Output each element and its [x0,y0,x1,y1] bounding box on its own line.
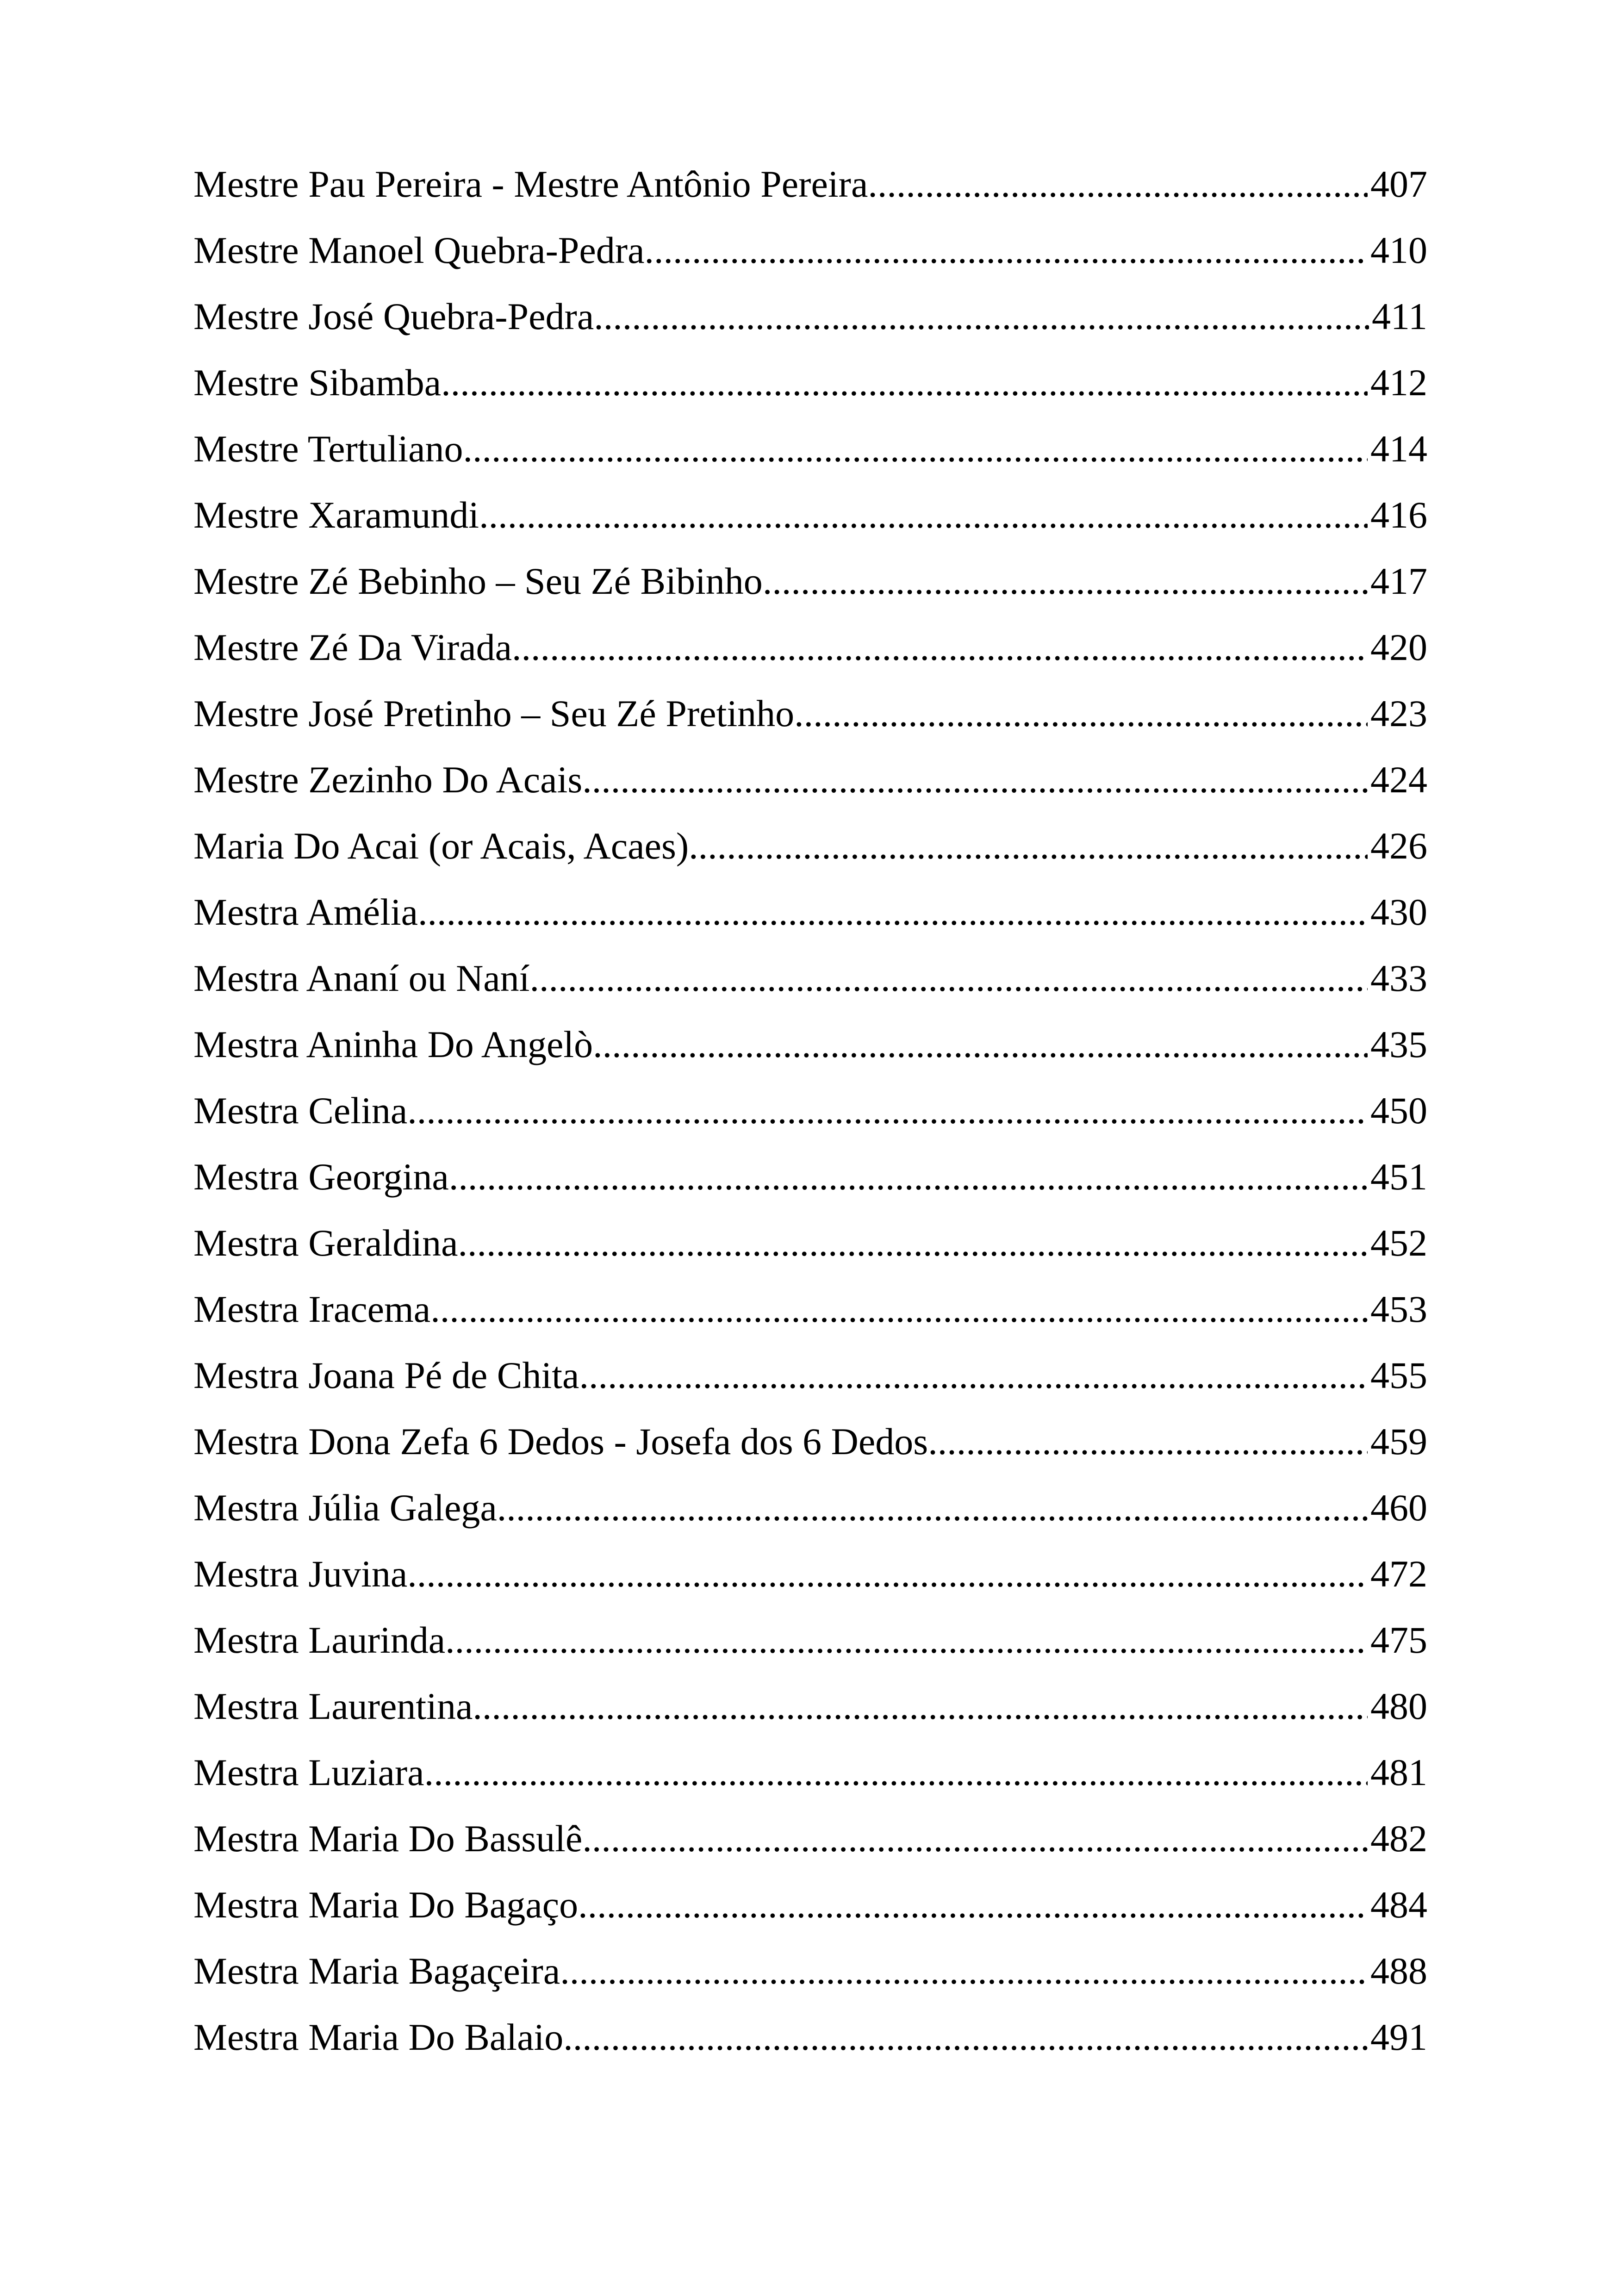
toc-entry-page-number: 455 [1370,1354,1427,1396]
toc-entry-page-number: 475 [1370,1619,1427,1661]
toc-entry-page-number: 491 [1370,2016,1427,2058]
toc-entry [193,1144,1427,1210]
toc-entry [193,1011,1427,1077]
toc-dot-leader [582,747,1368,813]
toc-entry-page-number: 414 [1370,428,1427,470]
toc-entry [193,813,1427,879]
toc-entry-title: Mestra Juvina [193,1553,408,1595]
toc-dot-leader [418,879,1368,945]
toc-entry-title: Mestra Dona Zefa 6 Dedos - Josefa dos 6 Dedos [193,1420,928,1462]
toc-dot-leader [473,1673,1368,1739]
toc-dot-leader [512,614,1368,680]
toc-entry-page-number: 452 [1370,1222,1427,1264]
toc-entry [193,1408,1427,1475]
toc-entry [193,217,1427,283]
toc-entry-page-number: 420 [1370,626,1427,668]
toc-entry-title: Mestra Georgina [193,1156,449,1198]
toc-entry-page-number: 433 [1370,957,1427,999]
toc-dot-leader [794,680,1368,747]
toc-entry-title: Mestra Celina [193,1089,408,1132]
toc-entry [193,151,1427,217]
toc-entry [193,416,1427,482]
toc-dot-leader [582,1805,1368,1872]
toc-entry [193,1739,1427,1805]
toc-dot-leader [441,349,1368,416]
toc-entry-title: Mestra Geraldina [193,1222,458,1264]
toc-entry-page-number: 416 [1370,494,1427,536]
toc-entry [193,349,1427,416]
toc-entry-page-number: 435 [1370,1023,1427,1065]
toc-entry [193,1077,1427,1144]
toc-entry-page-number: 417 [1370,560,1427,602]
toc-dot-leader [424,1739,1368,1805]
toc-dot-leader [928,1408,1368,1475]
toc-entry-title: Mestra Maria Do Bagaço [193,1884,579,1926]
toc-entry [193,1938,1427,2004]
toc-entry [193,747,1427,813]
toc-entry-title: Mestre Zezinho Do Acais [193,759,583,801]
toc-entry [193,1607,1427,1673]
toc-entry-title: Mestra Laurinda [193,1619,446,1661]
toc-dot-leader [563,2004,1368,2070]
toc-entry [193,1210,1427,1276]
toc-dot-leader [497,1475,1368,1541]
toc-entry [193,614,1427,680]
toc-entry-title: Mestra Maria Bagaçeira [193,1950,560,1992]
toc-dot-leader [689,813,1368,879]
toc-entry-title: Mestre Zé Da Virada [193,626,512,668]
toc-entry-page-number: 481 [1370,1751,1427,1793]
toc-entry-title: Mestra Luziara [193,1751,424,1793]
toc-entry-page-number: 450 [1370,1089,1427,1132]
toc-entry-page-number: 410 [1370,229,1427,271]
toc-entry-title: Mestre José Pretinho – Seu Zé Pretinho [193,692,795,734]
toc-entry-page-number: 430 [1370,891,1427,933]
toc-entry-page-number: 453 [1370,1288,1427,1330]
toc-dot-leader [407,1541,1368,1607]
toc-entry-page-number: 472 [1370,1553,1427,1595]
toc-dot-leader [593,1011,1368,1077]
toc-entry-page-number: 488 [1370,1950,1427,1992]
toc-entry-page-number: 460 [1370,1487,1427,1529]
toc-entry-title: Mestra Joana Pé de Chita [193,1354,579,1396]
toc-entry-page-number: 426 [1370,825,1427,867]
toc-entry-title: Mestre Manoel Quebra-Pedra [193,229,645,271]
toc-dot-leader [579,1342,1368,1408]
toc-entry-page-number: 459 [1370,1420,1427,1462]
toc-entry-page-number: 482 [1370,1817,1427,1860]
toc-dot-leader [560,1938,1368,2004]
toc-entry [193,1342,1427,1408]
toc-dot-leader [430,1276,1368,1342]
toc-entry [193,1276,1427,1342]
table-of-contents [193,151,1427,2070]
toc-entry-title: Mestra Júlia Galega [193,1487,497,1529]
toc-entry-title: Mestra Ananí ou Naní [193,957,530,999]
toc-dot-leader [645,217,1368,283]
toc-entry-page-number: 480 [1370,1685,1427,1727]
toc-entry [193,1805,1427,1872]
toc-entry-title: Mestra Amélia [193,891,418,933]
toc-entry-title: Mestra Iracema [193,1288,431,1330]
toc-dot-leader [479,482,1368,548]
toc-entry [193,945,1427,1011]
toc-dot-leader [445,1607,1368,1673]
toc-entry-title: Mestre Sibamba [193,361,442,404]
toc-entry [193,1872,1427,1938]
toc-entry-page-number: 412 [1370,361,1427,404]
toc-entry-page-number: 484 [1370,1884,1427,1926]
toc-entry [193,1673,1427,1739]
toc-dot-leader [529,945,1368,1011]
toc-entry [193,680,1427,747]
toc-entry-title: Mestra Maria Do Balaio [193,2016,564,2058]
toc-entry-title: Maria Do Acai (or Acais, Acaes) [193,825,689,867]
toc-entry-page-number: 424 [1370,759,1427,801]
toc-dot-leader [763,548,1368,614]
toc-entry [193,2004,1427,2070]
toc-entry-title: Mestra Maria Do Bassulê [193,1817,583,1860]
toc-entry-title: Mestre Xaramundi [193,494,479,536]
toc-entry [193,283,1427,349]
toc-dot-leader [449,1144,1368,1210]
toc-entry-title: Mestre Pau Pereira - Mestre Antônio Pereira [193,163,868,205]
toc-dot-leader [578,1872,1368,1938]
toc-entry [193,1475,1427,1541]
toc-entry-page-number: 407 [1370,163,1427,205]
toc-entry [193,482,1427,548]
toc-entry [193,1541,1427,1607]
toc-entry-title: Mestre Zé Bebinho – Seu Zé Bibinho [193,560,763,602]
toc-dot-leader [458,1210,1368,1276]
toc-dot-leader [463,416,1368,482]
toc-entry-page-number: 423 [1370,692,1427,734]
toc-dot-leader [868,151,1368,217]
toc-entry-page-number: 411 [1372,295,1427,337]
toc-dot-leader [407,1077,1368,1144]
toc-entry-title: Mestre José Quebra-Pedra [193,295,594,337]
toc-dot-leader [594,283,1369,349]
toc-entry-title: Mestra Laurentina [193,1685,473,1727]
toc-entry-page-number: 451 [1370,1156,1427,1198]
toc-entry-title: Mestre Tertuliano [193,428,463,470]
toc-entry [193,548,1427,614]
toc-entry-title: Mestra Aninha Do Angelò [193,1023,593,1065]
toc-entry [193,879,1427,945]
